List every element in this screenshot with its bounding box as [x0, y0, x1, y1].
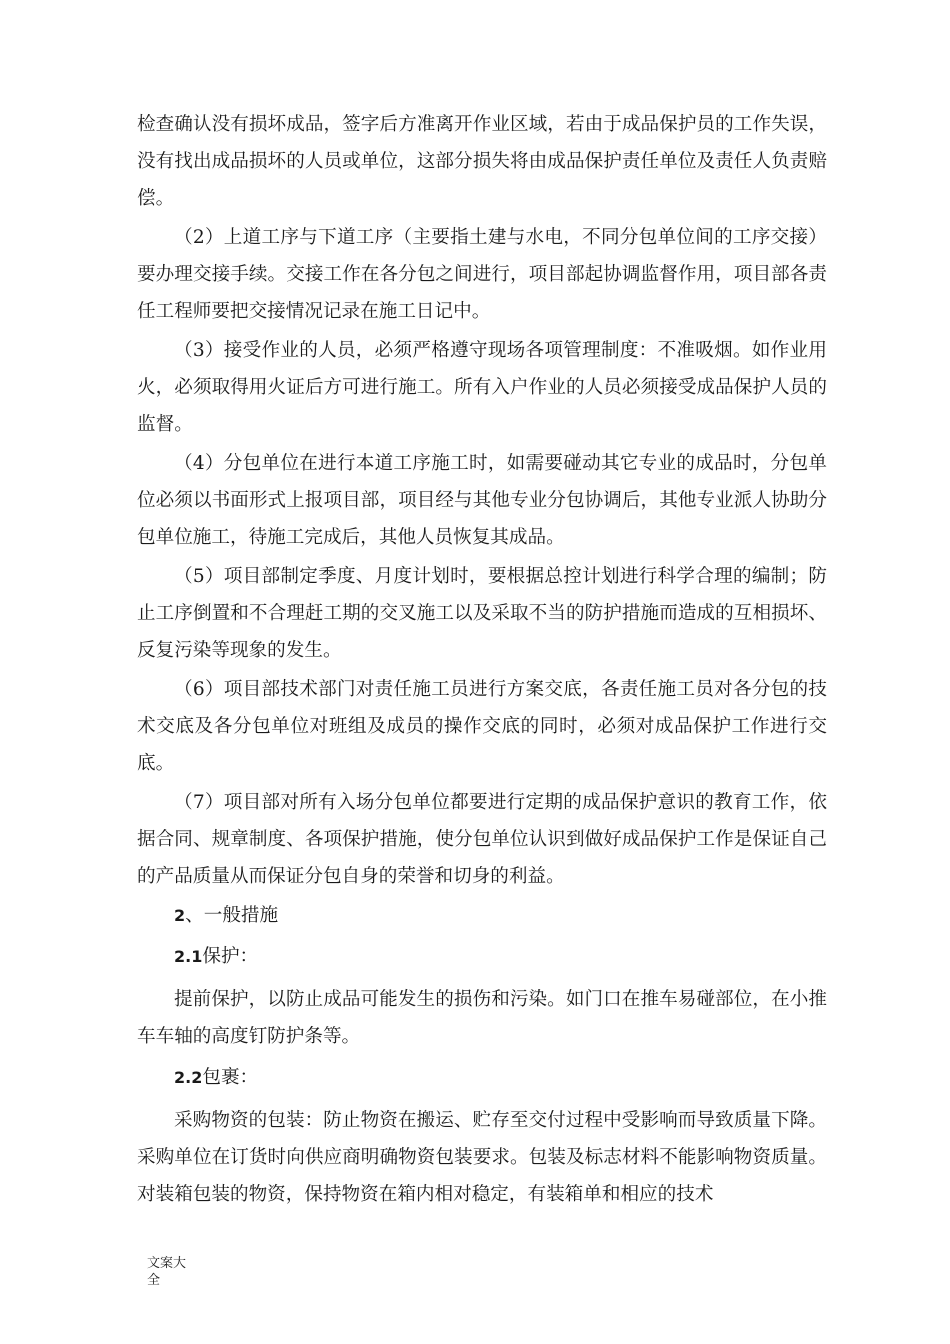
paragraph-item-2: （2）上道工序与下道工序（主要指土建与水电，不同分包单位间的工序交接）要办理交接手续。交接工作在各分包之间进行，项目部起协调监督作用，项目部各责任工程师要把交接情况记录在施工日记中。	[137, 227, 827, 322]
paragraph-item-7: （7）项目部对所有入场分包单位都要进行定期的成品保护意识的教育工作，依据合同、规章制度、各项保护措施，使分包单位认识到做好成品保护工作是保证自己的产品质量从而保证分包自身的荣誉和切身的利益。	[137, 792, 827, 887]
subsection-heading-protection	[137, 938, 827, 975]
paragraph-protection: 提前保护，以防止成品可能发生的损伤和污染。如门口在推车易碰部位，在小推车车轴的高度钉防护条等。	[137, 989, 827, 1047]
section-number: 2	[174, 906, 186, 925]
page-footer: 文案大全	[147, 1256, 187, 1288]
document-body	[137, 106, 827, 1213]
subsection-heading-wrapping	[137, 1059, 827, 1096]
paragraph-item-4: （4）分包单位在进行本道工序施工时，如需要碰动其它专业的成品时，分包单位必须以书面形式上报项目部，项目经与其他专业分包协调后，其他专业派人协助分包单位施工，待施工完成后，其他人员恢复其成品。	[137, 453, 827, 548]
paragraph-item-6: （6）项目部技术部门对责任施工员进行方案交底，各责任施工员对各分包的技术交底及各分包单位对班组及成员的操作交底的同时，必须对成品保护工作进行交底。	[137, 679, 827, 774]
paragraph-continuation: 检查确认没有损坏成品，签字后方准离开作业区域，若由于成品保护员的工作失误，没有找出成品损坏的人员或单位，这部分损失将由成品保护责任单位及责任人负责赔偿。	[137, 114, 827, 209]
subsection-title: 包裹：	[202, 1067, 259, 1088]
subsection-number: 2.1	[174, 947, 203, 966]
section-title: 、一般措施	[185, 905, 279, 926]
subsection-number: 2.2	[174, 1068, 203, 1087]
paragraph-item-3: （3）接受作业的人员，必须严格遵守现场各项管理制度：不准吸烟。如作业用火，必须取得用火证后方可进行施工。所有入户作业的人员必须接受成品保护人员的监督。	[137, 340, 827, 435]
paragraph-item-5: （5）项目部制定季度、月度计划时，要根据总控计划进行科学合理的编制；防止工序倒置和不合理赶工期的交叉施工以及采取不当的防护措施而造成的互相损坏、反复污染等现象的发生。	[137, 566, 827, 661]
paragraph-wrapping: 采购物资的包装：防止物资在搬运、贮存至交付过程中受影响而导致质量下降。采购单位在订货时向供应商明确物资包装要求。包装及标志材料不能影响物资质量。对装箱包装的物资，保持物资在箱内相对稳定，有装箱单和相应的技术	[137, 1110, 827, 1205]
subsection-title: 保护：	[202, 946, 259, 967]
section-heading-general-measures	[137, 897, 827, 934]
